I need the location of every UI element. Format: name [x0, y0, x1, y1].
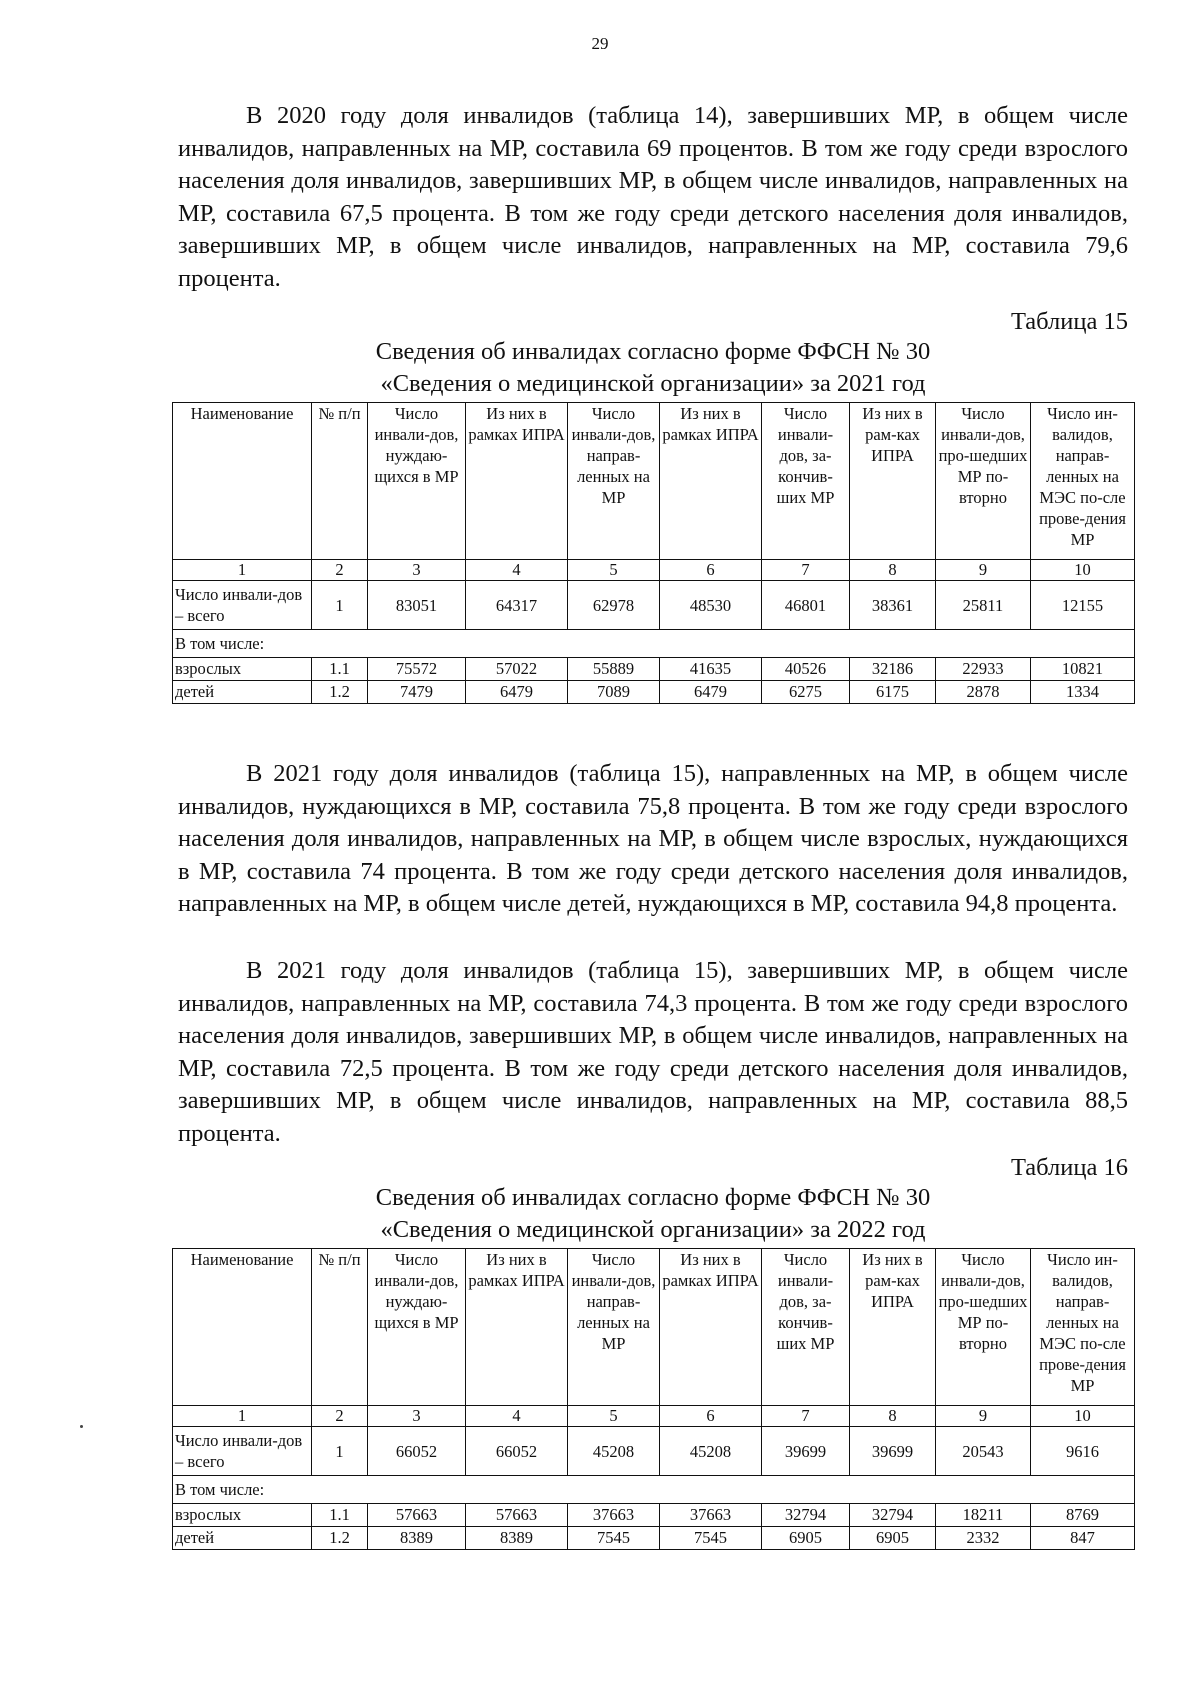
table-cell: 37663: [568, 1504, 660, 1527]
table-cell: 1334: [1031, 681, 1135, 704]
header-repeat-mr: Число инвали-дов, про-шедших МР по-вторно: [936, 403, 1031, 560]
table-cell: 7545: [568, 1527, 660, 1550]
table-cell: 38361: [850, 581, 936, 630]
column-number: 9: [936, 1406, 1031, 1427]
column-number: 1: [173, 560, 312, 581]
row-label: взрослых: [173, 1504, 312, 1527]
table-cell: 8769: [1031, 1504, 1135, 1527]
header-completed-ipra: Из них в рам-ках ИПРА: [850, 403, 936, 560]
table-cell: 40526: [762, 658, 850, 681]
header-referred-ipra: Из них в рамках ИПРА: [660, 403, 762, 560]
column-number: 2: [312, 560, 368, 581]
table-cell: 18211: [936, 1504, 1031, 1527]
table-row-children: [173, 681, 1135, 704]
header-needing-ipra: Из них в рамках ИПРА: [466, 403, 568, 560]
table-cell: 41635: [660, 658, 762, 681]
header-repeat-mr: Число инвали-дов, про-шедших МР по-вторно: [936, 1249, 1031, 1406]
table-cell: 1.2: [312, 681, 368, 704]
table-cell: 64317: [466, 581, 568, 630]
table-cell: 20543: [936, 1427, 1031, 1476]
table-cell: 7479: [368, 681, 466, 704]
table-cell: 1: [312, 581, 368, 630]
table-row-adults: [173, 1504, 1135, 1527]
table-cell: 45208: [568, 1427, 660, 1476]
table-cell: 75572: [368, 658, 466, 681]
page-number: 29: [591, 34, 609, 53]
column-number: 2: [312, 1406, 368, 1427]
paragraph-2021-completed: В 2021 году доля инвалидов (таблица 15), завершивших МР, в общем числе инвалидов, направленных на МР, составила 74,3 процента. В том же году среди взрослого населения доля инвалидов, завершивших МР, в общем числе инвалидов, направленных на МР, составила 72,5 процента. В том же году среди детского населения доля инвалидов, завершивших МР, в общем числе инвалидов, направленных на МР, составила 88,5 процента.: [178, 957, 1128, 1147]
column-number: 4: [466, 1406, 568, 1427]
table-cell: 46801: [762, 581, 850, 630]
header-referred-mr: Число инвали-дов, направ-ленных на МР: [568, 403, 660, 560]
table-cell: 57663: [368, 1504, 466, 1527]
column-number: 8: [850, 560, 936, 581]
table-cell: 39699: [762, 1427, 850, 1476]
header-referred-mse: Число ин-валидов, направ-ленных на МЭС по-сле прове-дения МР: [1031, 1249, 1135, 1406]
table-15: [172, 402, 1135, 704]
header-needing-mr: Число инвали-дов, нуждаю-щихся в МР: [368, 1249, 466, 1406]
header-referred-ipra: Из них в рамках ИПРА: [660, 1249, 762, 1406]
table-row-including: [173, 630, 1135, 658]
table-cell: 6905: [762, 1527, 850, 1550]
column-number: 3: [368, 1406, 466, 1427]
column-number-row: [173, 560, 1135, 581]
table-16: [172, 1248, 1135, 1550]
column-number: 5: [568, 560, 660, 581]
column-number: 6: [660, 560, 762, 581]
table-cell: 847: [1031, 1527, 1135, 1550]
table-15-label: Таблица 15: [1010, 308, 1128, 335]
column-number-row: [173, 1406, 1135, 1427]
table-16-label: Таблица 16: [1010, 1154, 1128, 1181]
row-label: В том числе:: [173, 630, 1135, 658]
table-row-total: [173, 581, 1135, 630]
table-row-adults: [173, 658, 1135, 681]
column-number: 4: [466, 560, 568, 581]
table-cell: 9616: [1031, 1427, 1135, 1476]
row-label: детей: [173, 681, 312, 704]
table-cell: 45208: [660, 1427, 762, 1476]
table-cell: 6479: [466, 681, 568, 704]
table-cell: 83051: [368, 581, 466, 630]
column-number: 1: [173, 1406, 312, 1427]
table-16-title-line2: «Сведения о медицинской организации» за 2022 год: [380, 1216, 926, 1243]
table-cell: 22933: [936, 658, 1031, 681]
table-cell: 66052: [466, 1427, 568, 1476]
table-cell: 1: [312, 1427, 368, 1476]
row-label: взрослых: [173, 658, 312, 681]
paragraph-2021-referred: В 2021 году доля инвалидов (таблица 15), направленных на МР, в общем числе инвалидов, нуждающихся в МР, составила 75,8 процента. В том же году среди взрослого населения доля инвалидов, направленных на МР, в общем числе взрослых, нуждающихся в МР, составила 74 процента. В том же году среди детского населения доля инвалидов, направленных на МР, в общем числе детей, нуждающихся в МР, составила 94,8 процента.: [178, 760, 1128, 918]
table-cell: 2332: [936, 1527, 1031, 1550]
table-header-row: [173, 403, 1135, 560]
table-cell: 32794: [850, 1504, 936, 1527]
column-number: 3: [368, 560, 466, 581]
table-cell: 2878: [936, 681, 1031, 704]
table-cell: 6275: [762, 681, 850, 704]
table-cell: 57022: [466, 658, 568, 681]
table-cell: 32794: [762, 1504, 850, 1527]
table-cell: 1.1: [312, 1504, 368, 1527]
table-16-title-line1: Сведения об инвалидах согласно форме ФФСН № 30: [375, 1184, 931, 1211]
header-needing-mr: Число инвали-дов, нуждаю-щихся в МР: [368, 403, 466, 560]
header-completed-ipra: Из них в рам-ках ИПРА: [850, 1249, 936, 1406]
table-cell: 66052: [368, 1427, 466, 1476]
table-row-total: [173, 1427, 1135, 1476]
row-label: детей: [173, 1527, 312, 1550]
table-header-row: [173, 1249, 1135, 1406]
table-15-title-line1: Сведения об инвалидах согласно форме ФФСН № 30: [375, 338, 931, 365]
column-number: 6: [660, 1406, 762, 1427]
row-label: Число инвали-дов – всего: [173, 1427, 312, 1476]
paragraph-2020-completed: В 2020 году доля инвалидов (таблица 14), завершивших МР, в общем числе инвалидов, направленных на МР, составила 69 процентов. В том же году среди взрослого населения доля инвалидов, завершивших МР, в общем числе инвалидов, направленных на МР, составила 67,5 процента. В том же году среди детского населения доля инвалидов, завершивших МР, в общем числе инвалидов, направленных на МР, составила 79,6 процента.: [178, 102, 1128, 292]
table-cell: 39699: [850, 1427, 936, 1476]
table-row-children: [173, 1527, 1135, 1550]
header-referred-mse: Число ин-валидов, направ-ленных на МЭС по-сле прове-дения МР: [1031, 403, 1135, 560]
table-cell: 37663: [660, 1504, 762, 1527]
column-number: 10: [1031, 1406, 1135, 1427]
table-cell: 10821: [1031, 658, 1135, 681]
table-cell: 8389: [368, 1527, 466, 1550]
table-cell: 7545: [660, 1527, 762, 1550]
table-cell: 6175: [850, 681, 936, 704]
header-number: № п/п: [312, 1249, 368, 1406]
column-number: 7: [762, 560, 850, 581]
header-completed-mr: Число инвали-дов, за-кончив-ших МР: [762, 1249, 850, 1406]
row-label: В том числе:: [173, 1476, 1135, 1504]
header-name: Наименование: [173, 403, 312, 560]
table-cell: 32186: [850, 658, 936, 681]
table-row-including: [173, 1476, 1135, 1504]
header-needing-ipra: Из них в рамках ИПРА: [466, 1249, 568, 1406]
table-cell: 62978: [568, 581, 660, 630]
table-cell: 8389: [466, 1527, 568, 1550]
table-cell: 1.1: [312, 658, 368, 681]
table-cell: 6479: [660, 681, 762, 704]
table-cell: 6905: [850, 1527, 936, 1550]
scan-speck: [80, 1425, 83, 1428]
header-completed-mr: Число инвали-дов, за-кончив-ших МР: [762, 403, 850, 560]
table-cell: 1.2: [312, 1527, 368, 1550]
table-cell: 48530: [660, 581, 762, 630]
column-number: 8: [850, 1406, 936, 1427]
column-number: 5: [568, 1406, 660, 1427]
header-name: Наименование: [173, 1249, 312, 1406]
column-number: 10: [1031, 560, 1135, 581]
table-cell: 25811: [936, 581, 1031, 630]
header-number: № п/п: [312, 403, 368, 560]
header-referred-mr: Число инвали-дов, направ-ленных на МР: [568, 1249, 660, 1406]
table-cell: 12155: [1031, 581, 1135, 630]
table-cell: 55889: [568, 658, 660, 681]
table-cell: 57663: [466, 1504, 568, 1527]
row-label: Число инвали-дов – всего: [173, 581, 312, 630]
column-number: 9: [936, 560, 1031, 581]
table-15-title-line2: «Сведения о медицинской организации» за 2021 год: [380, 370, 926, 397]
table-cell: 7089: [568, 681, 660, 704]
column-number: 7: [762, 1406, 850, 1427]
